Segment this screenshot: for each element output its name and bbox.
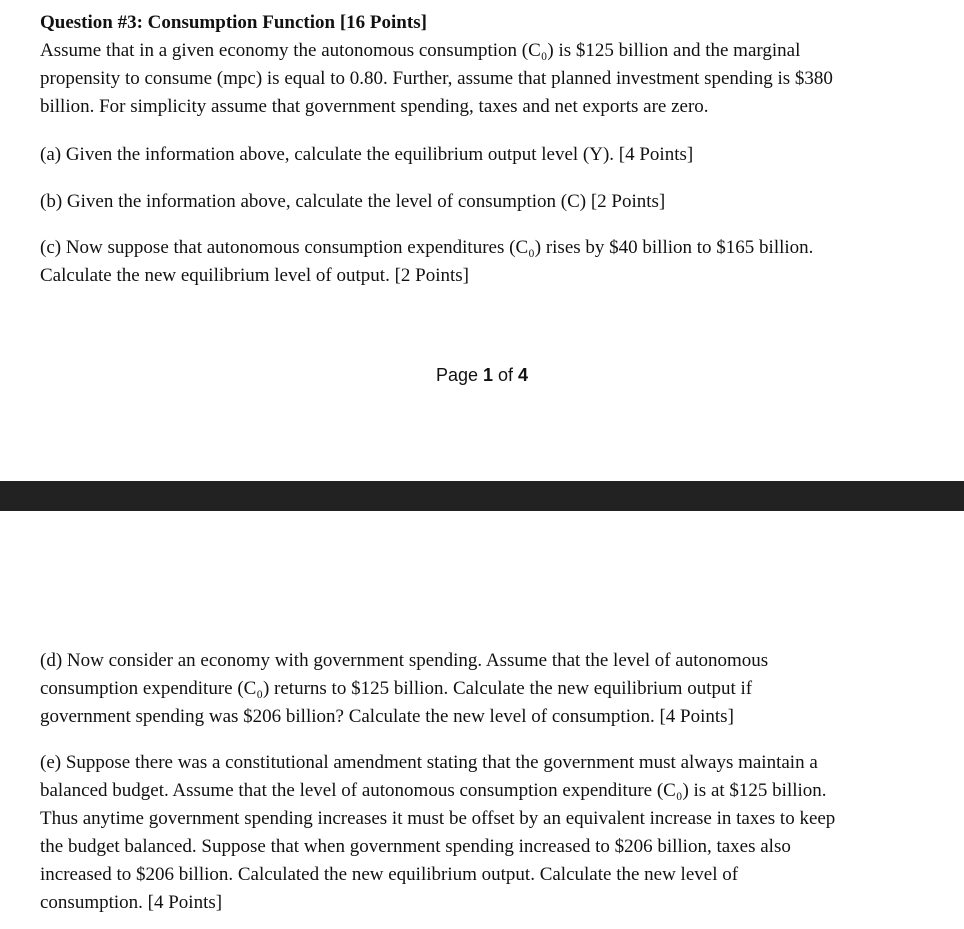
part-c-line: Calculate the new equilibrium level of output. [2 Points] xyxy=(40,265,469,286)
footer-prefix: Page xyxy=(435,365,483,385)
footer-middle: of xyxy=(493,365,519,385)
part-e-question xyxy=(40,749,940,917)
part-a-question xyxy=(40,141,940,169)
part-d-line: government spending was $206 billion? Calculate the new level of consumption. [4 Points] xyxy=(40,706,734,727)
part-d-line: consumption expenditure (C₀) returns to $125 billion. Calculate the new equilibrium output if xyxy=(40,678,753,699)
document-page-2 xyxy=(0,511,964,929)
question-heading: Question #3: Consumption Function [16 Points] xyxy=(40,12,427,33)
part-b-question xyxy=(40,188,940,216)
part-b-text: (b) Given the information above, calculate the level of consumption (C) [2 Points] xyxy=(40,191,666,212)
part-d-question xyxy=(40,647,940,731)
part-d-line: (d) Now consider an economy with government spending. Assume that the level of autonomous xyxy=(40,650,769,671)
part-e-line: balanced budget. Assume that the level of autonomous consumption expenditure (C₀) is at $125 billion. xyxy=(40,780,827,801)
footer-current-page: 1 xyxy=(483,365,494,385)
part-c-question xyxy=(40,234,940,290)
intro-paragraph xyxy=(40,37,940,121)
part-e-line: Thus anytime government spending increases it must be offset by an equivalent increase in taxes to keep xyxy=(40,808,836,829)
intro-line: Assume that in a given economy the autonomous consumption (C₀) is $125 billion and the marginal xyxy=(40,40,801,61)
part-e-line: increased to $206 billion. Calculated the new equilibrium output. Calculate the new level of xyxy=(40,864,739,885)
part-e-line: (e) Suppose there was a constitutional amendment stating that the government must always maintain a xyxy=(40,752,818,773)
page-separator xyxy=(0,481,964,511)
part-e-line: consumption. [4 Points] xyxy=(40,892,223,913)
intro-line: billion. For simplicity assume that government spending, taxes and net exports are zero. xyxy=(40,96,709,117)
part-a-text: (a) Given the information above, calculate the equilibrium output level (Y). [4 Points] xyxy=(40,144,694,165)
footer-total-pages: 4 xyxy=(518,365,529,385)
part-e-line: the budget balanced. Suppose that when government spending increased to $206 billion, taxes also xyxy=(40,836,791,857)
page-number-footer xyxy=(0,362,964,388)
part-c-line: (c) Now suppose that autonomous consumption expenditures (C₀) rises by $40 billion to $165 billion. xyxy=(40,237,814,258)
intro-line: propensity to consume (mpc) is equal to 0.80. Further, assume that planned investment spending is $380 xyxy=(40,68,833,89)
